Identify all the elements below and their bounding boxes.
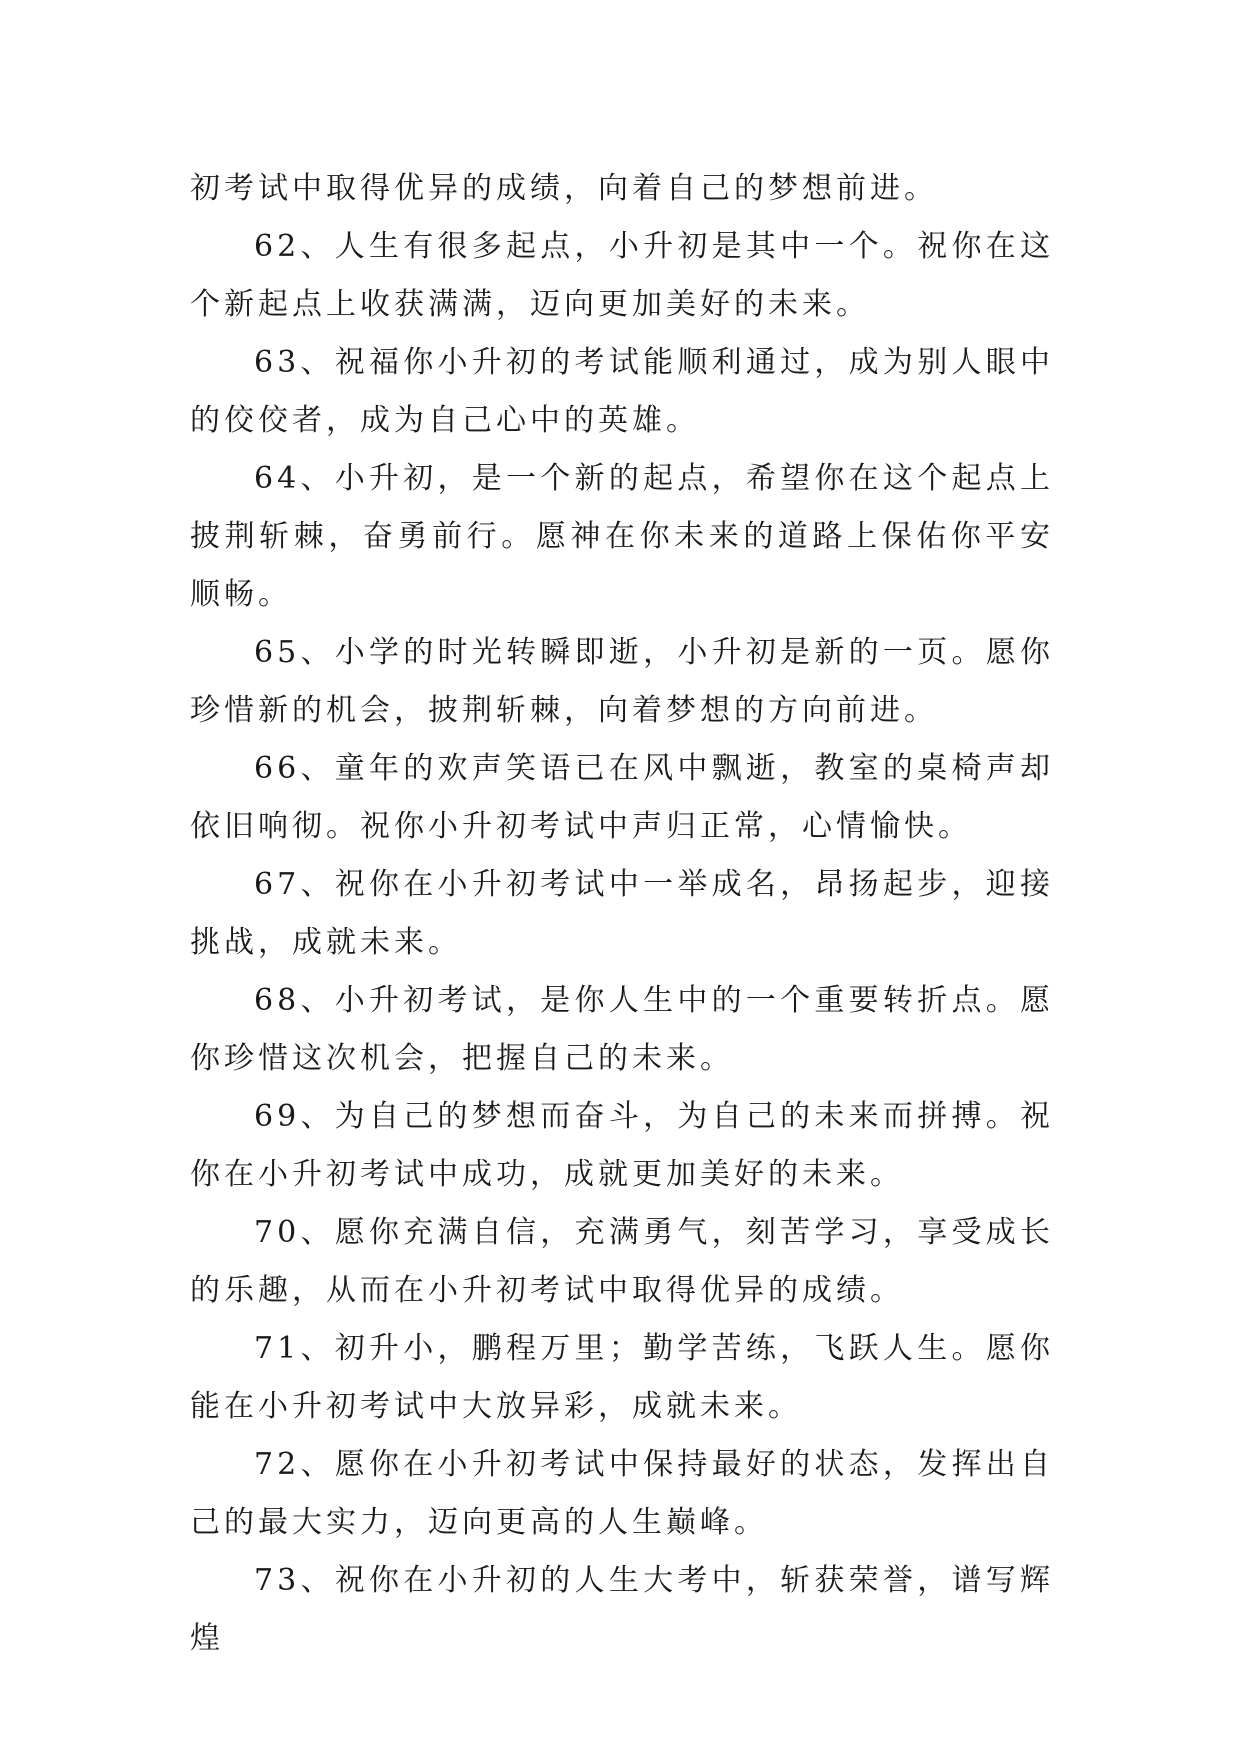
list-item-67: 67、祝你在小升初考试中一举成名，昂扬起步，迎接挑战，成就未来。 [190,867,1054,960]
list-item-64: 64、小升初，是一个新的起点，希望你在这个起点上披荆斩棘，奋勇前行。愿神在你未来的道路上保佑你平安顺畅。 [190,461,1054,612]
list-item-68: 68、小升初考试，是你人生中的一个重要转折点。愿你珍惜这次机会，把握自己的未来。 [190,983,1054,1076]
list-item-73: 73、祝你在小升初的人生大考中，斩获荣誉，谱写辉煌 [190,1563,1054,1656]
document-body [190,160,1054,1668]
list-item-72: 72、愿你在小升初考试中保持最好的状态，发挥出自己的最大实力，迈向更高的人生巅峰。 [190,1447,1054,1540]
list-item-71: 71、初升小，鹏程万里；勤学苦练，飞跃人生。愿你能在小升初考试中大放异彩，成就未来。 [190,1331,1054,1424]
list-item-62: 62、人生有很多起点，小升初是其中一个。祝你在这个新起点上收获满满，迈向更加美好的未来。 [190,229,1054,322]
list-item-69: 69、为自己的梦想而奋斗，为自己的未来而拼搏。祝你在小升初考试中成功，成就更加美好的未来。 [190,1099,1054,1192]
continuation-paragraph: 初考试中取得优异的成绩，向着自己的梦想前进。 [190,171,938,206]
list-item-63: 63、祝福你小升初的考试能顺利通过，成为别人眼中的佼佼者，成为自己心中的英雄。 [190,345,1054,438]
list-item-70: 70、愿你充满自信，充满勇气，刻苦学习，享受成长的乐趣，从而在小升初考试中取得优异的成绩。 [190,1215,1054,1308]
list-item-65: 65、小学的时光转瞬即逝，小升初是新的一页。愿你珍惜新的机会，披荆斩棘，向着梦想的方向前进。 [190,635,1054,728]
list-item-66: 66、童年的欢声笑语已在风中飘逝，教室的桌椅声却依旧响彻。祝你小升初考试中声归正常，心情愉快。 [190,751,1054,844]
